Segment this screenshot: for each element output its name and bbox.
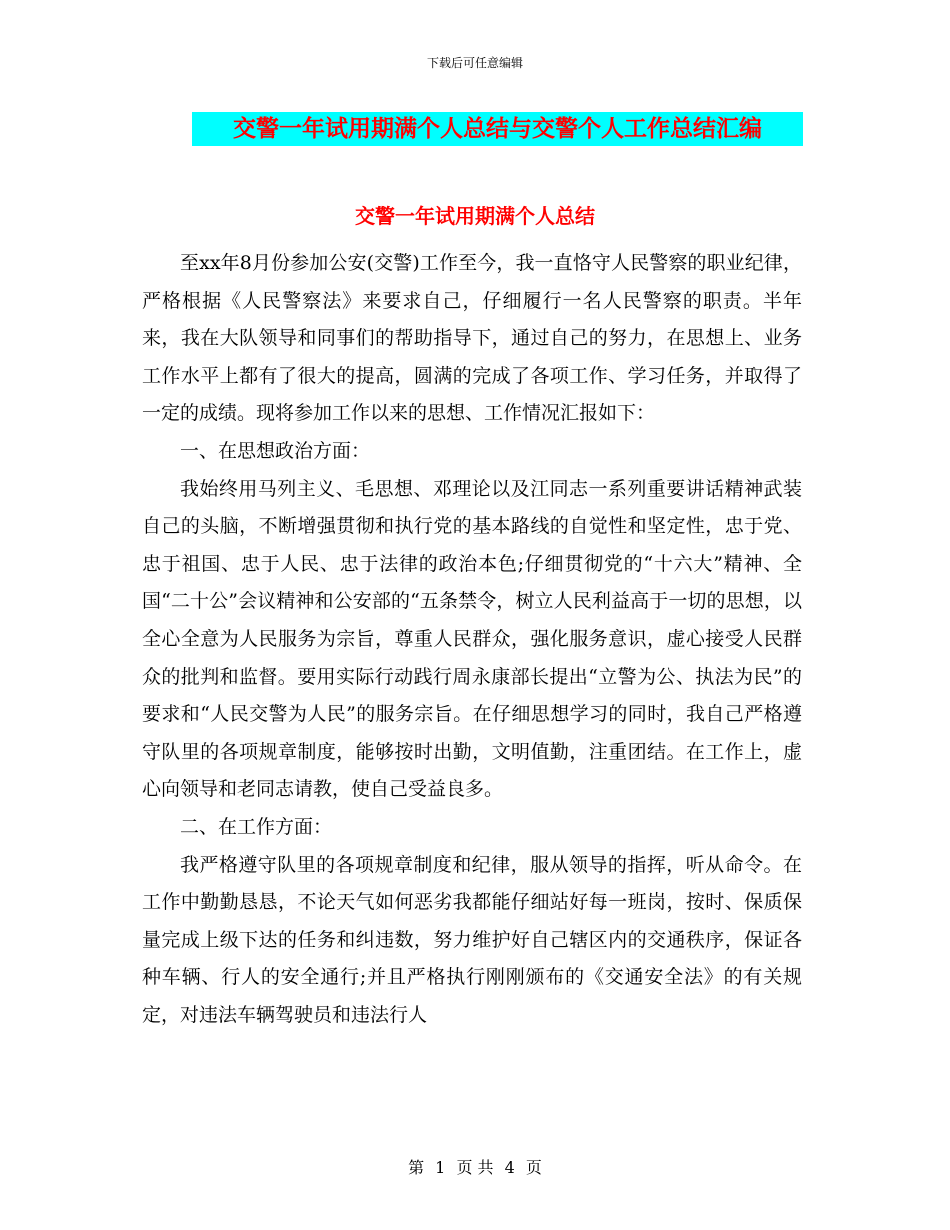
footer-suffix: 页 [525,1158,542,1177]
section-title: 交警一年试用期满个人总结 [355,204,595,228]
paragraph-work: 我严格遵守队里的各项规章制度和纪律，服从领导的指挥，听从命令。在工作中勤勤恳恳，不论天气如何恶劣我都能仔细站好每一班岗，按时、保质保量完成上级下达的任务和纠违数，努力维护好自己辖区内的交通秩序，保证各种车辆、行人的安全通行;并且严格执行刚刚颁布的《交通安全法》的有关规定，对违法车辆驾驶员和违法行人 [142,853,802,1026]
heading-political: 一、在思想政治方面： [180,439,371,462]
header-note: 下载后可任意编辑 [426,56,523,70]
paragraph-political: 我始终用马列主义、毛思想、邓理论以及江同志一系列重要讲话精神武装自己的头脑，不断增强贯彻和执行党的基本路线的自觉性和坚定性，忠于党、忠于祖国、忠于人民、忠于法律的政治本色;仔细贯彻党的“十六大”精神、全国“二十公”会议精神和公安部的“五条禁令，树立人民利益高于一切的思想，以全心全意为人民服务为宗旨，尊重人民群众，强化服务意识，虚心接受人民群众的批判和监督。要用实际行动践行周永康部长提出“立警为公、执法为民”的要求和“人民交警为人民”的服务宗旨。在仔细思想学习的同时，我自己严格遵守队里的各项规章制度，能够按时出勤，文明值勤，注重团结。在工作上，虚心向领导和老同志请教，使自己受益良多。 [142,477,802,801]
page-footer [0,1155,950,1178]
footer-middle: 页 共 [456,1158,494,1177]
paragraph-intro: 至xx年8月份参加公安(交警)工作至今，我一直恪守人民警察的职业纪律，严格根据《人民警察法》来要求自己，仔细履行一名人民警察的职责。半年来，我在大队领导和同事们的帮助指导下，通过自己的努力，在思想上、业务工作水平上都有了很大的提高，圆满的完成了各项工作、学习任务，并取得了一定的成绩。现将参加工作以来的思想、工作情况汇报如下： [142,252,802,425]
document-main-title: 交警一年试用期满个人总结与交警个人工作总结汇编 [192,112,803,146]
footer-prefix: 第 [408,1158,425,1177]
page-number: 1 [435,1158,446,1177]
page-total: 4 [504,1158,515,1177]
heading-work: 二、在工作方面： [180,815,333,838]
document-body [142,245,802,1034]
